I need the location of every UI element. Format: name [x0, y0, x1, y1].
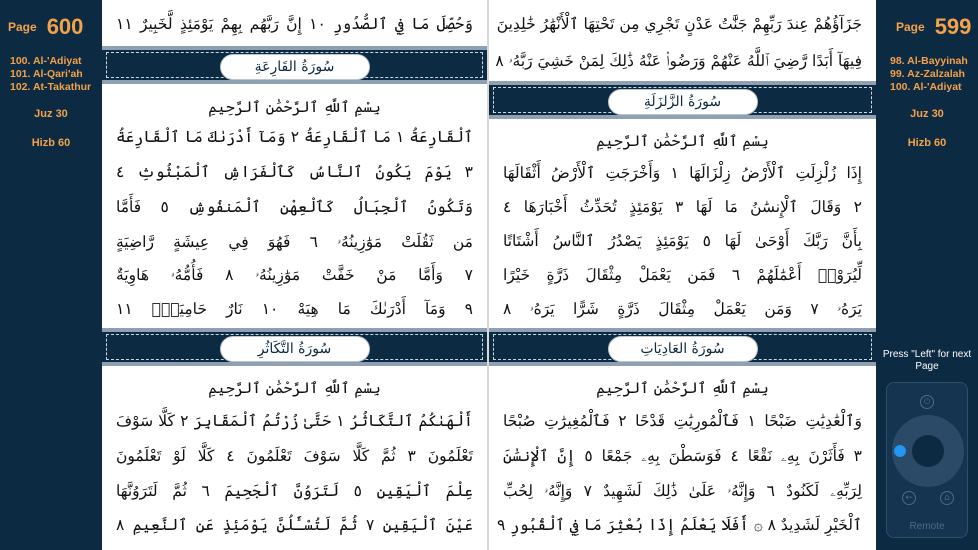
dpad-center-button[interactable]: [912, 435, 944, 467]
basmala: بِسْمِ ٱللَّهِ ٱلرَّحْمَٰنِ ٱلرَّحِيمِ: [208, 98, 381, 116]
remote-label: Remote: [909, 521, 945, 532]
basmala: بِسْمِ ٱللَّهِ ٱلرَّحْمَٰنِ ٱلرَّحِيمِ: [208, 379, 381, 397]
hizb-label: Hizb 60: [31, 137, 71, 149]
ayah-line: تَعْلَمُونَ ٣ ثُمَّ كَلَّا سَوْفَ تَعْلَمُونَ ٤ كَلَّا لَوْ تَعْلَمُونَ: [116, 447, 474, 465]
juz-label: Juz 30: [910, 108, 944, 120]
page-label: Page: [8, 20, 37, 34]
ayah-line: وَٱلْعَٰدِيَٰتِ ضَبْحًا ١ فَٱلْمُورِيَٰتِ قَدْحًا ٢ فَٱلْمُغِيرَٰتِ صُبْحًا: [503, 412, 862, 430]
page-indicator: [876, 14, 978, 40]
quran-page-599: [489, 0, 876, 550]
ayah-line: وَحُصِّلَ مَا فِي ٱلصُّدُورِ ١٠ إِنَّ رَبَّهُم بِهِمْ يَوْمَئِذٍ لَّخَبِيرٌ ١١: [116, 15, 474, 33]
page-label: Page: [896, 20, 925, 34]
ayah-line: ٣ فَأَثَرْنَ بِهِۦ نَقْعًا ٤ فَوَسَطْنَ بِهِۦ جَمْعًا ٥ إِنَّ ٱلْإِنسَٰنَ: [503, 447, 862, 465]
ayah-line: وَتَكُونُ ٱلْجِبَالُ كَٱلْعِهْنِ ٱلْمَنفُوشِ ٥ فَأَمَّا: [116, 198, 473, 216]
ayah-line: ٩ وَمَآ أَدْرَىٰكَ مَا هِيَهْ ١٠ نَارٌ حَامِيَةٌۢ ١١: [116, 300, 473, 318]
juz-label: Juz 30: [34, 108, 68, 120]
ayah-line: ٢ وَقَالَ ٱلْإِنسَٰنُ مَا لَهَا ٣ يَوْمَئِذٍ تُحَدِّثُ أَخْبَارَهَا ٤: [503, 198, 862, 216]
surah-list-item: 98. Al-Bayyinah: [890, 55, 968, 67]
ayah-line: لِّيُرَوْا۟ أَعْمَٰلَهُمْ ٦ فَمَن يَعْمَلْ مِثْقَالَ ذَرَّةٍ خَيْرًا: [503, 266, 862, 284]
quran-page-600: [102, 0, 487, 550]
ayah-line: ٧ وَأَمَّا مَنْ خَفَّتْ مَوَٰزِينُهُۥ ٨ فَأُمُّهُۥ هَاوِيَةٌ: [116, 266, 473, 284]
ayah-line: عَيْنَ ٱلْيَقِينِ ٧ ثُمَّ لَتُسْـَٔلُنَّ يَوْمَئِذٍ عَنِ ٱلنَّعِيمِ ٨: [116, 516, 473, 534]
surah-list-item: 100. Al-'Adiyat: [890, 81, 962, 93]
ayah-line: لِرَبِّهِۦ لَكَنُودٌ ٦ وَإِنَّهُۥ عَلَىٰ ذَٰلِكَ لَشَهِيدٌ ٧ وَإِنَّهُۥ لِحُبِّ: [503, 482, 863, 500]
surah-header-band: [102, 46, 487, 84]
dpad[interactable]: [892, 415, 964, 487]
ayah-line: مَن ثَقُلَتْ مَوَٰزِينُهُۥ ٦ فَهُوَ فِي عِيشَةٍ رَّاضِيَةٍ: [116, 233, 473, 251]
left-page-info-panel: [0, 0, 102, 550]
ayah-line: ٱلْقَارِعَةُ ١ مَا ٱلْقَارِعَةُ ٢ وَمَآ أَدْرَىٰكَ مَا ٱلْقَارِعَةُ: [116, 128, 473, 146]
surah-list-item: 101. Al-Qari'ah: [10, 68, 83, 80]
ayah-line: عِلْمَ ٱلْيَقِينِ ٥ لَتَرَوُنَّ ٱلْجَحِيمَ ٦ ثُمَّ لَتَرَوُنَّهَا: [116, 482, 474, 500]
ayah-line: ٱلْخَيْرِ لَشَدِيدٌ ٨ ۞ أَفَلَا يَعْلَمُ إِذَا بُعْثِرَ مَا فِي ٱلْقُبُورِ ٩: [497, 516, 862, 534]
power-icon[interactable]: ⏻: [920, 395, 934, 409]
back-icon[interactable]: ←: [902, 491, 916, 505]
basmala: بِسْمِ ٱللَّهِ ٱلرَّحْمَٰنِ ٱلرَّحِيمِ: [596, 379, 769, 397]
page-indicator: [0, 14, 102, 40]
page-number: 600: [46, 14, 84, 39]
surah-header-band: [489, 328, 876, 366]
home-icon[interactable]: ⌂: [940, 491, 954, 505]
ayah-line: ٣ يَوْمَ يَكُونُ ٱلنَّاسُ كَٱلْفَرَاشِ ٱلْمَبْثُوثِ ٤: [116, 163, 473, 181]
navigation-hint: Press "Left" for next Page: [882, 349, 972, 372]
remote-control: [886, 382, 968, 538]
surah-list-item: 102. At-Takathur: [10, 81, 92, 93]
ayah-line: أَلْهَىٰكُمُ ٱلتَّكَاثُرُ ١ حَتَّىٰ زُرْتُمُ ٱلْمَقَابِرَ ٢ كَلَّا سَوْفَ: [116, 412, 474, 430]
surah-list-item: 99. Az-Zalzalah: [890, 68, 965, 80]
dpad-left-button[interactable]: [894, 445, 906, 457]
ayah-line: فِيهَآ أَبَدًا رَّضِيَ ٱللَّهُ عَنْهُمْ وَرَضُوا۟ عَنْهُ ذَٰلِكَ لِمَنْ خَشِيَ رَبَّهُۥ ٨: [495, 52, 862, 70]
hizb-label: Hizb 60: [907, 137, 947, 149]
surah-title: سُورَةُ الزَّلزَلَةِ: [608, 89, 758, 115]
ayah-line: يَرَهُۥ ٧ وَمَن يَعْمَلْ مِثْقَالَ ذَرَّةٍ شَرًّا يَرَهُۥ ٨: [503, 300, 862, 318]
ayah-line: إِذَا زُلْزِلَتِ ٱلْأَرْضُ زِلْزَالَهَا ١ وَأَخْرَجَتِ ٱلْأَرْضُ أَثْقَالَهَا: [503, 164, 862, 182]
surah-title: سُورَةُ العَادِيَاتِ: [608, 336, 758, 362]
surah-list-item: 100. Al-'Adiyat: [10, 55, 82, 67]
ayah-line: جَزَآؤُهُمْ عِندَ رَبِّهِمْ جَنَّٰتُ عَدْنٍ تَجْرِي مِن تَحْتِهَا ٱلْأَنْهَٰرُ خَٰلِدِينَ: [496, 15, 862, 33]
basmala: بِسْمِ ٱللَّهِ ٱلرَّحْمَٰنِ ٱلرَّحِيمِ: [596, 132, 769, 150]
surah-list: [890, 55, 974, 94]
surah-header-band: [489, 81, 876, 119]
surah-title: سُورَةُ التَّكَاثُرِ: [220, 336, 370, 362]
surah-header-band: [102, 328, 487, 366]
surah-title: سُورَةُ القَارِعَةِ: [220, 54, 370, 80]
surah-list: [10, 55, 98, 94]
ayah-line: بِأَنَّ رَبَّكَ أَوْحَىٰ لَهَا ٥ يَوْمَئِذٍ يَصْدُرُ ٱلنَّاسُ أَشْتَاتًا: [503, 232, 862, 250]
page-number: 599: [934, 14, 972, 39]
